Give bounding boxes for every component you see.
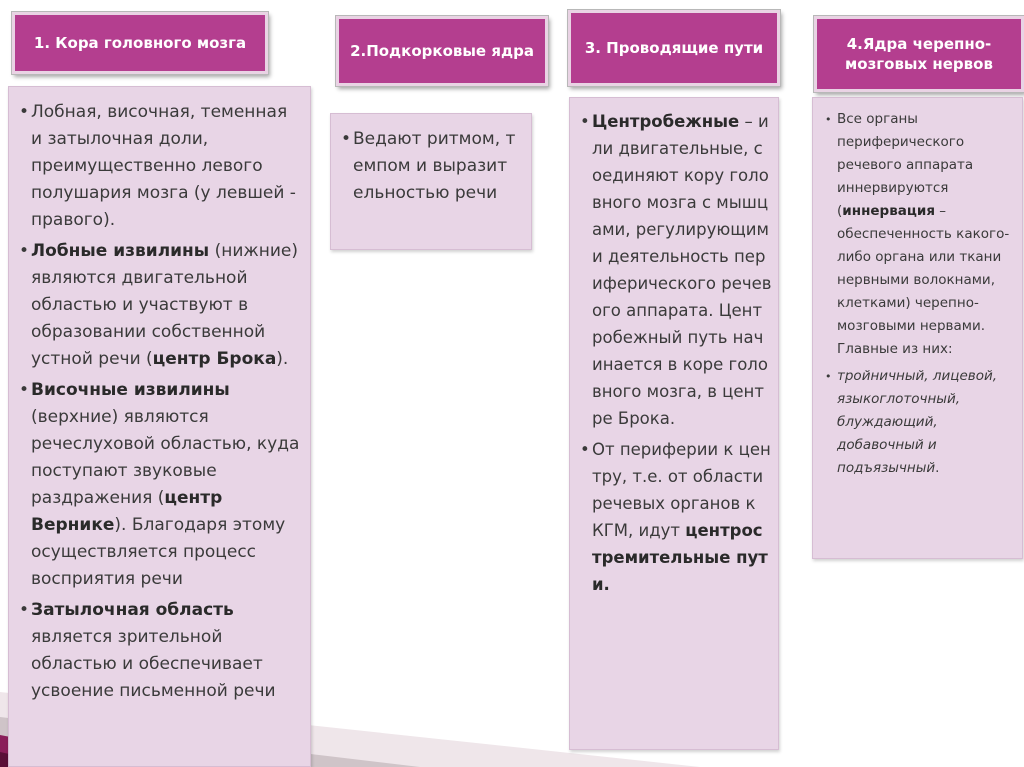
list-item: • Лобные извилины (нижние) являются двигательной областью и участвуют в образовании собственной устной речи (центр Брока).: [17, 238, 300, 373]
list-item: • Височные извилины (верхние) являются речеслуховой областью, куда поступают звуковые раздражения (центр Вернике). Благодаря этому осуществляется процесс восприятия речи: [17, 377, 300, 593]
list-item: • От периферии к центру, т.е. от области речевых органов к КГМ, идут центростремительные пути.: [578, 436, 772, 598]
list-item: • Центробежные – или двигательные, соединяют кору головного мозга с мышцами, регулирующими деятельность периферического речевого аппарата. Центробежный путь начинается в коре головного мозга, в центре Брока.: [578, 108, 772, 432]
list-item: • Все органы периферического речевого аппарата иннервируются (иннервация – обеспеченность какого-либо органа или ткани нервными волокнами, клетками) черепно-мозговыми нервами. Главные из них:: [823, 108, 1016, 361]
list-item: • Затылочная область является зрительной областью и обеспечивает усвоение письменной речи: [17, 597, 300, 705]
panel-pathways: [569, 97, 779, 750]
bullet-icon: •: [580, 440, 590, 459]
header-subcortical: [336, 16, 548, 86]
header-pathways-label: 3. Проводящие пути: [584, 39, 764, 57]
bullet-icon: •: [341, 129, 352, 149]
bullet-icon: •: [825, 370, 832, 383]
header-cortex-label: 1. Кора головного мозга: [33, 34, 247, 52]
list-item: • Лобная, височная, теменная и затылочная доли, преимущественно левого полушария мозга (у левшей - правого).: [17, 99, 300, 234]
list-item: • Ведают ритмом, темпом и выразительностью речи: [339, 126, 517, 207]
panel-cranial-nerves: [812, 97, 1023, 559]
header-cranial-nerves-label: 4.Ядра черепно-мозговых нервов: [845, 35, 993, 73]
header-subcortical-label: 2.Подкорковые ядра: [350, 42, 534, 60]
header-cranial-nerves: [814, 16, 1024, 92]
bullet-icon: •: [825, 113, 832, 126]
list-item: • тройничный, лицевой, языкоглоточный, блуждающий, добавочный и подъязычный.: [823, 365, 1016, 480]
bullet-icon: •: [580, 112, 590, 131]
header-pathways: [568, 10, 780, 86]
bullet-icon: •: [19, 102, 30, 122]
panel-subcortical: [330, 113, 532, 250]
panel-cortex: [8, 86, 311, 767]
bullet-icon: •: [19, 380, 30, 400]
bullet-icon: •: [19, 241, 30, 261]
bullet-icon: •: [19, 600, 30, 620]
header-cortex: [12, 12, 268, 74]
